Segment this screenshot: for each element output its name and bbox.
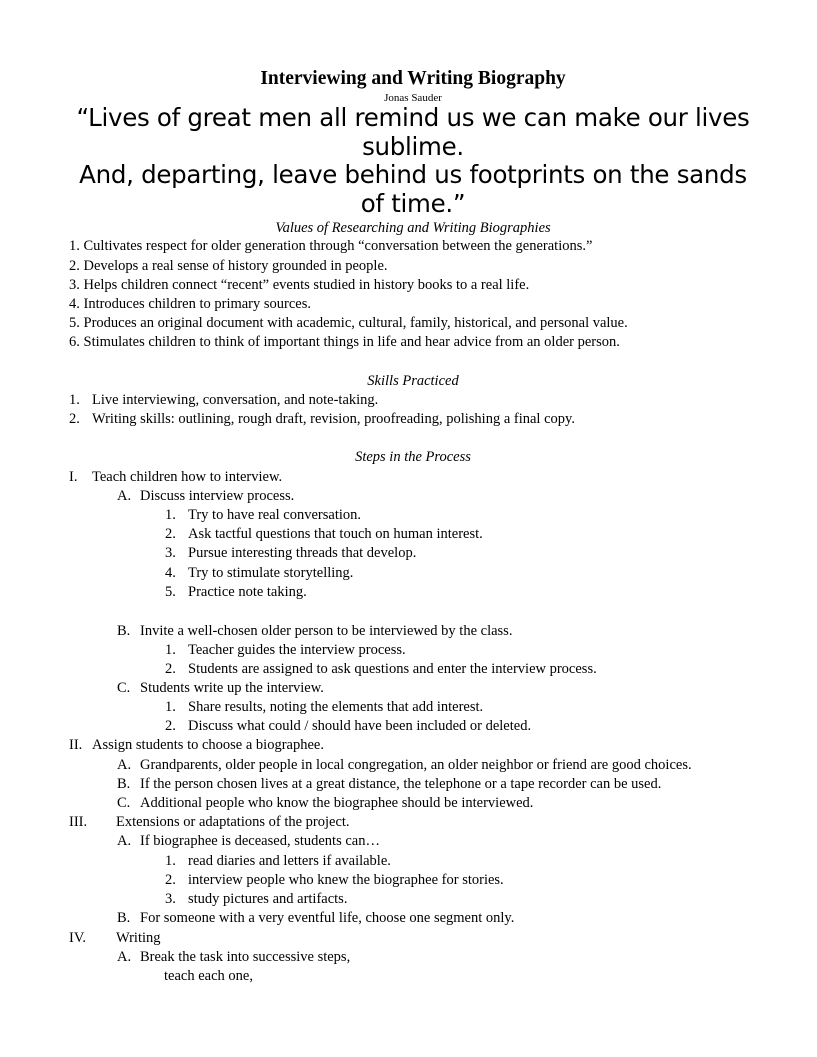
outline-marker: C. <box>117 680 131 696</box>
outline-item: Try to stimulate storytelling. <box>188 565 354 581</box>
outline-marker: 4. <box>165 565 176 581</box>
outline-item: Students write up the interview. <box>140 680 324 696</box>
outline-marker: III. <box>69 814 88 830</box>
quote-line-1: “Lives of great men all remind us we can make our lives sublime. <box>76 103 750 161</box>
outline-item: Ask tactful questions that touch on human interest. <box>188 526 483 542</box>
values-item: 4. Introduces children to primary sources. <box>69 296 311 312</box>
outline-item: Share results, noting the elements that add interest. <box>188 699 484 715</box>
outline-item: Pursue interesting threads that develop. <box>188 545 417 561</box>
outline-marker: A. <box>117 757 132 773</box>
outline-item: Grandparents, older people in local congregation, an older neighbor or friend are good choices. <box>140 757 692 773</box>
outline-item: If the person chosen lives at a great distance, the telephone or a tape recorder can be used. <box>140 776 662 792</box>
outline-marker: A. <box>117 833 132 849</box>
outline-item: Teacher guides the interview process. <box>188 642 406 658</box>
values-item: 1. Cultivates respect for older generation through “conversation between the generations.” <box>69 238 593 254</box>
outline-item: Students are assigned to ask questions and enter the interview process. <box>188 661 597 677</box>
outline-marker: II. <box>69 737 83 753</box>
outline-item: Break the task into successive steps, <box>140 949 351 965</box>
outline-marker: I. <box>69 469 78 485</box>
values-item: 3. Helps children connect “recent” events studied in history books to a real life. <box>69 277 530 293</box>
outline-item: If biographee is deceased, students can… <box>140 833 380 849</box>
outline-item: Discuss what could / should have been included or deleted. <box>188 718 532 734</box>
values-item: 2. Develops a real sense of history grounded in people. <box>69 258 388 274</box>
outline-marker: A. <box>117 488 132 504</box>
outline-marker: B. <box>117 910 131 926</box>
outline-item: Teach children how to interview. <box>92 469 283 485</box>
outline-item: Additional people who know the biographee should be interviewed. <box>140 795 534 811</box>
outline-item: study pictures and artifacts. <box>188 891 348 907</box>
skills-item-marker: 2. <box>69 411 80 427</box>
outline-item: Practice note taking. <box>188 584 307 600</box>
skills-item-marker: 1. <box>69 392 80 408</box>
outline-item: For someone with a very eventful life, choose one segment only. <box>140 910 515 926</box>
values-item: 6. Stimulates children to think of important things in life and hear advice from an older person. <box>69 334 620 350</box>
outline-marker: B. <box>117 776 131 792</box>
outline-item: read diaries and letters if available. <box>188 853 391 869</box>
epigraph-quote <box>68 104 758 218</box>
outline-marker: 1. <box>165 642 176 658</box>
document-title: Interviewing and Writing Biography <box>260 68 566 89</box>
outline-marker: 2. <box>165 872 176 888</box>
outline-item: Extensions or adaptations of the project. <box>116 814 350 830</box>
outline-marker: 2. <box>165 526 176 542</box>
outline-marker: C. <box>117 795 131 811</box>
skills-item: Writing skills: outlining, rough draft, revision, proofreading, polishing a final copy. <box>92 411 575 427</box>
skills-heading: Skills Practiced <box>367 373 459 389</box>
outline-marker: 3. <box>165 891 176 907</box>
values-item: 5. Produces an original document with academic, cultural, family, historical, and personal value. <box>69 315 628 331</box>
outline-marker: IV. <box>69 930 87 946</box>
document-author: Jonas Sauder <box>384 92 442 104</box>
skills-item: Live interviewing, conversation, and note-taking. <box>92 392 379 408</box>
outline-marker: 5. <box>165 584 176 600</box>
outline-item-continuation: teach each one, <box>164 968 253 984</box>
outline-marker: 1. <box>165 699 176 715</box>
outline-item: Discuss interview process. <box>140 488 295 504</box>
quote-line-2: And, departing, leave behind us footprints on the sands of time.” <box>79 160 747 218</box>
outline-item: Try to have real conversation. <box>188 507 362 523</box>
outline-marker: 2. <box>165 661 176 677</box>
values-heading: Values of Researching and Writing Biographies <box>275 220 551 236</box>
outline-marker: 1. <box>165 853 176 869</box>
outline-item: Assign students to choose a biographee. <box>92 737 324 753</box>
outline-marker: A. <box>117 949 132 965</box>
outline-marker: B. <box>117 623 131 639</box>
outline-marker: 2. <box>165 718 176 734</box>
outline-marker: 1. <box>165 507 176 523</box>
outline-item: Writing <box>116 930 161 946</box>
outline-item: interview people who knew the biographee for stories. <box>188 872 504 888</box>
outline-marker: 3. <box>165 545 176 561</box>
outline-item: Invite a well-chosen older person to be interviewed by the class. <box>140 623 513 639</box>
steps-heading: Steps in the Process <box>355 449 471 465</box>
